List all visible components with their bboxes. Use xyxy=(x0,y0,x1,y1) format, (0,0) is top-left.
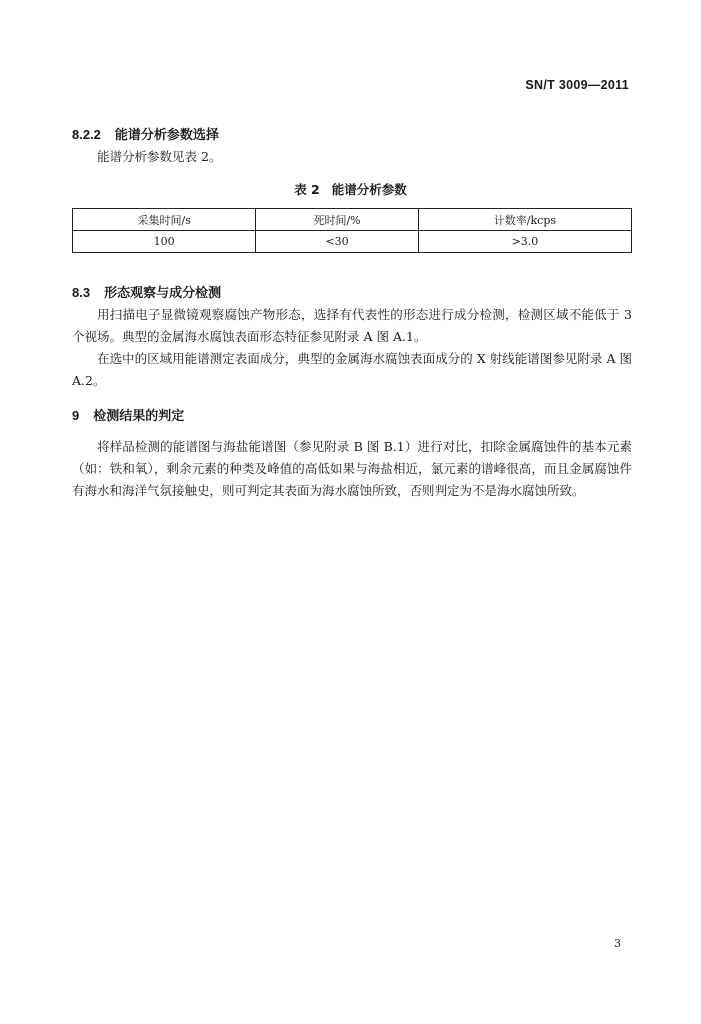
section-title: 检测结果的判定 xyxy=(93,409,185,424)
table-title: 能谱分析参数 xyxy=(331,182,407,197)
paragraph-9 xyxy=(72,436,632,502)
section-heading-9 xyxy=(72,405,184,424)
header-dead-time: 死时间/% xyxy=(256,209,418,231)
cell-acquisition-time: 100 xyxy=(73,231,256,253)
page-number: 3 xyxy=(614,937,621,950)
table-header-row xyxy=(73,209,632,231)
paragraph-text: 能谱分析参数见表 2。 xyxy=(97,149,222,164)
section-title: 形态观察与成分检测 xyxy=(104,286,222,301)
table-row xyxy=(73,231,632,253)
section-number: 9 xyxy=(72,408,80,423)
table-number: 表 2 xyxy=(294,182,320,197)
header-count-rate: 计数率/kcps xyxy=(418,209,631,231)
section-number: 8.3 xyxy=(72,285,91,300)
section-title: 能谱分析参数选择 xyxy=(114,128,219,143)
paragraph-8-3 xyxy=(72,304,632,392)
paragraph-text: 用扫描电子显微镜观察腐蚀产物形态，选择有代表性的形态进行成分检测，检测区域不能低于 3 个视场。典型的金属海水腐蚀表面形态特征参见附录 A 图 A.1。 xyxy=(72,307,632,344)
table-caption xyxy=(0,180,701,198)
section-heading-8-2-2 xyxy=(72,124,219,143)
header-acquisition-time: 采集时间/s xyxy=(73,209,256,231)
parameters-table xyxy=(72,208,632,253)
cell-dead-time: <30 xyxy=(256,231,418,253)
paragraph-8-2-2 xyxy=(72,146,632,168)
section-heading-8-3 xyxy=(72,282,221,301)
cell-count-rate: >3.0 xyxy=(418,231,631,253)
paragraph-text: 将样品检测的能谱图与海盐能谱图（参见附录 B 图 B.1）进行对比，扣除金属腐蚀件的基本元素（如：铁和氧），剩余元素的种类及峰值的高低如果与海盐相近，氯元素的谱峰很高，而且金属腐蚀件有海水和海洋气氛接触史，则可判定其表面为海水腐蚀所致，否则判定为不是海水腐蚀所致。 xyxy=(72,439,632,498)
standard-code: SN/T 3009—2011 xyxy=(525,78,629,92)
paragraph-text: 在选中的区域用能谱测定表面成分，典型的金属海水腐蚀表面成分的 X 射线能谱图参见附录 A 图 A.2。 xyxy=(72,351,632,388)
section-number: 8.2.2 xyxy=(72,127,101,142)
